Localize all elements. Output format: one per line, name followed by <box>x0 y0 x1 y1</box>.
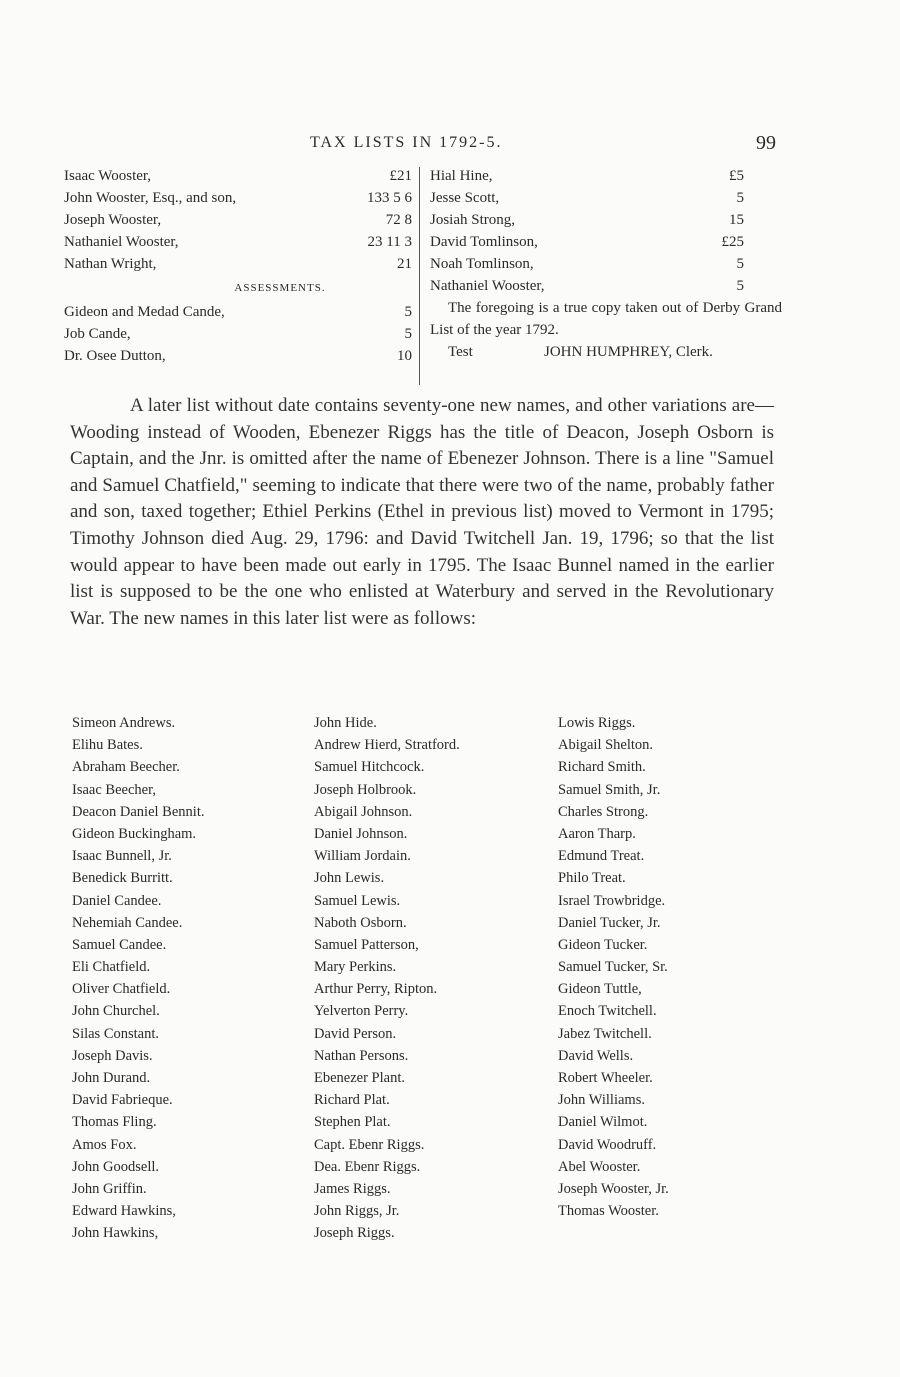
list-item: Charles Strong. <box>558 803 649 820</box>
list-item: John Hide. <box>314 715 377 731</box>
list-item: Samuel Smith, Jr. <box>558 781 661 798</box>
list-item: Capt. Ebenr Riggs. <box>314 1136 425 1153</box>
taxpayer-name: John Wooster, Esq., and son, <box>64 190 237 206</box>
list-item: Israel Trowbridge. <box>558 892 666 909</box>
taxpayer-name: Joseph Wooster, <box>64 212 162 228</box>
taxpayer-name: Josiah Strong, <box>430 212 516 228</box>
tax-list-row <box>64 323 416 345</box>
taxpayer-name: Jesse Scott, <box>430 190 500 206</box>
list-item: Amos Fox. <box>72 1136 137 1153</box>
tax-list-row <box>430 231 790 253</box>
taxpayer-name: Isaac Wooster, <box>64 168 152 184</box>
list-item: Richard Plat. <box>314 1092 390 1109</box>
tax-amount: £21 <box>389 168 412 184</box>
list-item: Joseph Riggs. <box>314 1225 395 1242</box>
list-item: Nathan Persons. <box>314 1047 409 1064</box>
list-item: John Riggs, Jr. <box>314 1203 400 1220</box>
list-item: Dea. Ebenr Riggs. <box>314 1158 421 1175</box>
list-item: David Fabrieque. <box>72 1092 173 1109</box>
list-item: Abel Wooster. <box>558 1158 641 1175</box>
tax-amount: 5 <box>404 326 412 342</box>
list-item: Gideon Tuttle, <box>558 981 642 998</box>
list-item: Richard Smith. <box>558 759 646 776</box>
list-item: Aaron Tharp. <box>558 825 636 842</box>
list-item: Silas Constant. <box>72 1025 160 1042</box>
list-item: Simeon Andrews. <box>72 715 176 731</box>
list-item: Lowis Riggs. <box>558 715 636 731</box>
list-item: Naboth Osborn. <box>314 914 407 931</box>
list-item: Samuel Candee. <box>72 936 167 953</box>
list-item: John Goodsell. <box>72 1158 159 1175</box>
tax-list-row <box>64 301 416 323</box>
list-item: Edmund Treat. <box>558 848 645 865</box>
test-label: Test <box>448 344 473 360</box>
tax-list-row <box>64 165 416 187</box>
tax-list-row <box>64 253 416 275</box>
names-column-3 <box>558 712 669 1222</box>
taxpayer-name: Job Cande, <box>64 326 131 342</box>
tax-list-left-rows <box>64 165 416 275</box>
list-item: Samuel Tucker, Sr. <box>558 959 668 976</box>
list-item: Yelverton Perry. <box>314 1003 409 1020</box>
list-item: John Durand. <box>72 1070 151 1086</box>
tax-list-left-column <box>64 165 416 367</box>
taxpayer-name: Gideon and Medad Cande, <box>64 304 225 320</box>
tax-list-table <box>64 165 794 390</box>
list-item: Joseph Wooster, Jr. <box>558 1180 669 1197</box>
list-item: Elihu Bates. <box>72 737 143 754</box>
list-item: Samuel Lewis. <box>314 892 401 909</box>
list-item: Robert Wheeler. <box>558 1070 653 1086</box>
tax-amount: £25 <box>721 234 744 250</box>
list-item: Abigail Shelton. <box>558 737 654 754</box>
list-item: Deacon Daniel Bennit. <box>72 803 205 820</box>
list-item: Abigail Johnson. <box>314 803 413 820</box>
certification-note: The foregoing is a true copy taken out of Derby Grand List of the year 1792. <box>430 300 782 338</box>
list-item: James Riggs. <box>314 1180 391 1197</box>
tax-list-row <box>64 231 416 253</box>
page-number: 99 <box>756 132 776 154</box>
tax-list-row <box>430 187 790 209</box>
new-names-list <box>72 712 772 1252</box>
tax-list-right-column <box>430 165 790 363</box>
list-item: Eli Chatfield. <box>72 959 151 976</box>
list-item: Daniel Johnson. <box>314 825 408 842</box>
assessment-rows <box>64 301 416 367</box>
assessments-heading: ASSESSMENTS. <box>234 282 326 294</box>
taxpayer-name: Nathaniel Wooster, <box>64 234 179 250</box>
tax-amount: 15 <box>729 212 744 228</box>
body-paragraph: A later list without date contains seventy-one new names, and other variations are—Wooding instead of Wooden, Ebenezer Riggs has the title of Deacon, Joseph Osborn is Captain, and the Jnr. is omitted after the name of Ebenezer Johnson. There is a line "Samuel and Samuel Chatfield," seeming to indicate that there were two of the name, probably father and son, taxed together; Ethiel Perkins (Ethel in previous list) moved to Vermont in 1795; Timothy Johnson died Aug. 29, 1796: and David Twitchell Jan. 19, 1796; so that the list would appear to have been made out early in 1795. The Isaac Bunnel named in the earlier list is supposed to be the one who enlisted at Waterbury and served in the Revolutionary War. The new names in this later list were as follows: <box>70 395 774 629</box>
list-item: Nehemiah Candee. <box>72 914 183 931</box>
list-item: Isaac Bunnell, Jr. <box>72 848 172 865</box>
list-item: Jabez Twitchell. <box>558 1025 652 1042</box>
tax-amount: 10 <box>397 348 412 364</box>
tax-amount: £5 <box>729 168 744 184</box>
running-title: TAX LISTS IN 1792-5. <box>310 134 503 151</box>
list-item: Edward Hawkins, <box>72 1203 176 1220</box>
list-item: Arthur Perry, Ripton. <box>314 981 438 998</box>
taxpayer-name: Noah Tomlinson, <box>430 256 534 272</box>
list-item: Daniel Wilmot. <box>558 1114 648 1131</box>
clerk-signature: JOHN HUMPHREY, Clerk. <box>544 344 713 360</box>
tax-amount: 5 <box>736 256 744 272</box>
tax-amount: 5 <box>404 304 412 320</box>
tax-list-row <box>430 275 790 297</box>
list-item: Daniel Tucker, Jr. <box>558 914 661 931</box>
taxpayer-name: David Tomlinson, <box>430 234 538 250</box>
tax-amount: 133 5 6 <box>367 190 412 206</box>
taxpayer-name: Nathan Wright, <box>64 256 157 272</box>
list-item: Thomas Fling. <box>72 1114 157 1131</box>
tax-list-row <box>64 187 416 209</box>
taxpayer-name: Dr. Osee Dutton, <box>64 348 166 364</box>
tax-amount: 72 8 <box>385 212 412 228</box>
list-item: Gideon Buckingham. <box>72 825 197 842</box>
tax-list-row <box>430 209 790 231</box>
list-item: Benedick Burritt. <box>72 870 173 887</box>
taxpayer-name: Nathaniel Wooster, <box>430 278 545 294</box>
list-item: David Person. <box>314 1025 397 1042</box>
names-column-1 <box>72 712 204 1245</box>
list-item: John Williams. <box>558 1092 645 1109</box>
list-item: David Woodruff. <box>558 1136 657 1153</box>
list-item: John Griffin. <box>72 1180 147 1197</box>
tax-amount: 5 <box>736 278 744 294</box>
list-item: Philo Treat. <box>558 870 626 887</box>
tax-amount: 5 <box>736 190 744 206</box>
list-item: David Wells. <box>558 1047 634 1064</box>
list-item: Andrew Hierd, Stratford. <box>314 737 460 754</box>
tax-amount: 21 <box>397 256 412 272</box>
list-item: Thomas Wooster. <box>558 1203 659 1220</box>
list-item: Ebenezer Plant. <box>314 1070 405 1086</box>
list-item: William Jordain. <box>314 848 411 865</box>
list-item: Daniel Candee. <box>72 892 162 909</box>
test-line <box>430 341 790 363</box>
running-head <box>0 134 900 158</box>
tax-amount: 23 11 3 <box>367 234 412 250</box>
column-divider <box>419 167 420 385</box>
tax-list-row <box>430 165 790 187</box>
list-item: Gideon Tucker. <box>558 936 648 953</box>
list-item: John Hawkins, <box>72 1225 159 1242</box>
tax-list-row <box>64 209 416 231</box>
tax-list-right-rows <box>430 165 790 297</box>
list-item: Oliver Chatfield. <box>72 981 171 998</box>
list-item: Abraham Beecher. <box>72 759 180 776</box>
list-item: Isaac Beecher, <box>72 781 156 798</box>
list-item: Joseph Holbrook. <box>314 781 417 798</box>
list-item: Mary Perkins. <box>314 959 397 976</box>
list-item: Enoch Twitchell. <box>558 1003 657 1020</box>
list-item: Samuel Patterson, <box>314 936 419 953</box>
tax-list-row <box>430 253 790 275</box>
tax-list-row <box>64 345 416 367</box>
taxpayer-name: Hial Hine, <box>430 168 493 184</box>
list-item: Joseph Davis. <box>72 1047 153 1064</box>
list-item: Stephen Plat. <box>314 1114 391 1131</box>
list-item: John Lewis. <box>314 870 385 887</box>
names-column-2 <box>314 712 460 1245</box>
list-item: John Churchel. <box>72 1003 160 1020</box>
list-item: Samuel Hitchcock. <box>314 759 425 776</box>
